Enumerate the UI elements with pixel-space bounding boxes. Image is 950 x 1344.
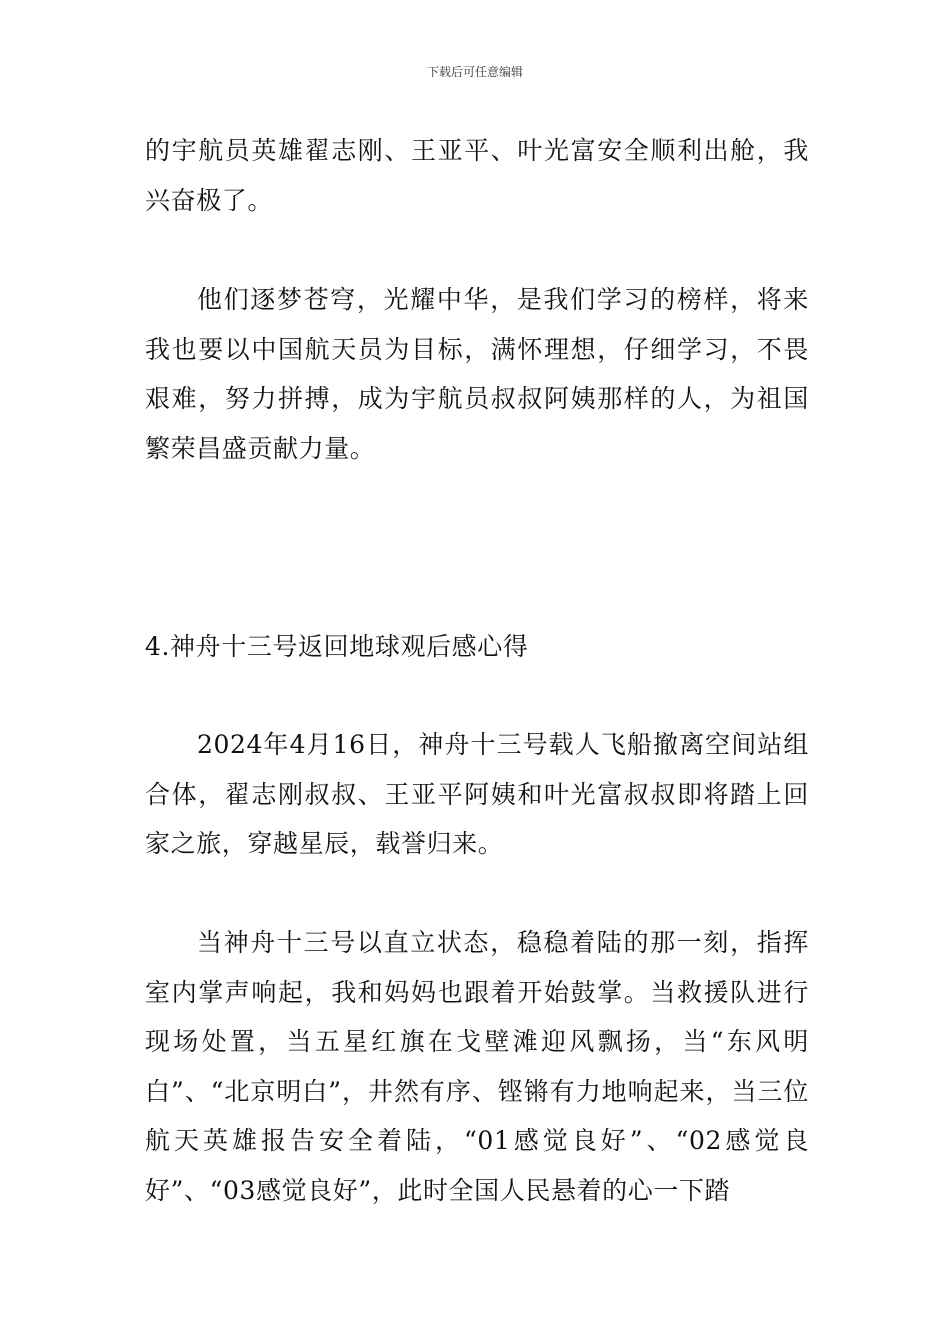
paragraph-block-landing (145, 918, 809, 1215)
paragraph-role-models: 他们逐梦苍穹，光耀中华，是我们学习的榜样，将来我也要以中国航天员为目标，满怀理想，仔细学习，不畏艰难，努力拼搏，成为宇航员叔叔阿姨那样的人，为祖国繁荣昌盛贡献力量。 (145, 285, 809, 463)
paragraph-continued: 的宇航员英雄翟志刚、王亚平、叶光富安全顺利出舱，我兴奋极了。 (145, 136, 809, 215)
paragraph-departure: 2024年4月16日，神舟十三号载人飞船撤离空间站组合体，翟志刚叔叔、王亚平阿姨和叶光富叔叔即将踏上回家之旅，穿越星辰，载誉归来。 (145, 730, 809, 858)
paragraph-block-departure (145, 720, 809, 869)
section-heading-block (145, 622, 809, 672)
page-header: 下载后可任意编辑 (426, 65, 523, 79)
section-heading: 4.神舟十三号返回地球观后感心得 (145, 632, 529, 661)
paragraph-landing: 当神舟十三号以直立状态，稳稳着陆的那一刻，指挥室内掌声响起，我和妈妈也跟着开始鼓掌。当救援队进行现场处置，当五星红旗在戈壁滩迎风飘扬，当“东风明白”、“北京明白”，井然有序、铿锵有力地响起来，当三位航天英雄报告安全着陆，“01感觉良好”、“02感觉良好”、“03感觉良好”，此时全国人民悬着的心一下踏 (145, 928, 809, 1205)
continued-paragraph-block (145, 126, 809, 225)
paragraph-block-role-models (145, 275, 809, 473)
